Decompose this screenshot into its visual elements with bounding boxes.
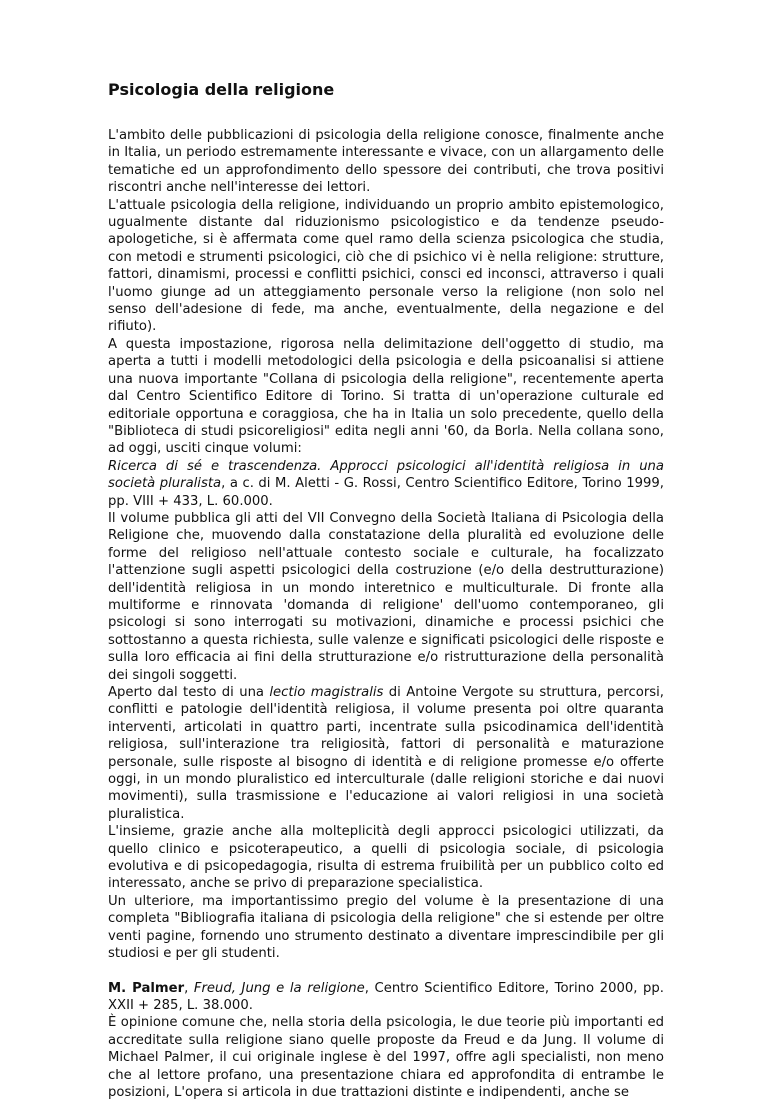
book-entry-2 xyxy=(108,980,664,1015)
paragraph-volume: Il volume pubblica gli atti del VII Convegno della Società Italiana di Psicologia della Religione che, muovendo dalla constatazione della pluralità ed evoluzione delle forme del religioso nell'attuale contesto sociale e culturale, ha focalizzato l'attenzione sugli aspetti psicologici della costruzione (e/o della destrutturazione) dell'identità religiosa in un mondo interetnico e multiculturale. Di fronte alla multiforme e rinnovata 'domanda di religione' dell'uomo contemporaneo, gli psicologi si sono interrogati su motivazioni, dinamiche e processi psichici che sottostanno a questa richiesta, sulle valenze e significati psicologici delle risposte e sulla loro efficacia ai fini della strutturazione e/o ristrutturazione della personalità dei singoli soggetti. xyxy=(108,510,664,683)
book-author-2: M. Palmer xyxy=(108,980,185,996)
paragraph-vergote xyxy=(108,684,664,823)
italic-run: lectio magistralis xyxy=(269,685,384,700)
paragraph-intro: L'ambito delle pubblicazioni di psicologia della religione conosce, finalmente anche in Italia, un periodo estremamente interessante e vivace, con un allargamento delle tematiche ed un approfondimento dello spessore dei contributi, che trova positivi riscontri anche nell'interesse dei lettori. xyxy=(108,128,664,196)
paragraph-collana: A questa impostazione, rigorosa nella delimitazione dell'oggetto di studio, ma aperta a tutti i modelli metodologici della psicologia e della psicoanalisi si attiene una nuova importante "Collana di psicologia della religione", recentemente aperta dal Centro Scientifico Editore di Torino. Si tratta di un'operazione culturale ed editoriale opportuna e coraggiosa, che ha in Italia un solo precedente, quello della "Biblioteca di studi psicoreligiosi" edita negli anni '60, da Borla. Nella collana sono, ad oggi, usciti cinque volumi: xyxy=(108,336,664,457)
text-run: , xyxy=(184,980,194,996)
paragraph-palmer: È opinione comune che, nella storia della psicologia, le due teorie più importanti ed accreditate sulla religione siano quelle proposte da Freud e da Jung. Il volume di Michael Palmer, il cui originale inglese è del 1997, offre agli specialisti, non meno che al lettore profano, una presentazione chiara ed approfondita di entrambe le posizioni, L'opera si articola in due trattazioni distinte e indipendenti, anche se xyxy=(108,1015,664,1100)
spacer xyxy=(108,963,664,980)
book-details-2: , Centro Scientifico Editore, Torino 2000, pp. XXII + 285, L. 38.000. xyxy=(108,980,664,1013)
document-page xyxy=(108,80,664,1101)
book-title-2: Freud, Jung e la religione xyxy=(193,980,365,996)
book-details-1: , a c. di M. Aletti - G. Rossi, Centro Scientifico Editore, Torino 1999, pp. VIII + 433, L. 60.000. xyxy=(108,476,665,509)
paragraph-definition: L'attuale psicologia della religione, individuando un proprio ambito epistemologico, ugualmente distante dal riduzionismo psicologistico e da tendenze pseudo-apologetiche, si è affermata come quel ramo della scienza psicologica che studia, con metodi e strumenti psicologici, ciò che di psichico vi è nella religione: strutture, fattori, dinamismi, processi e conflitti psichici, consci ed inconsci, attraverso i quali l'uomo giunge ad un atteggiamento personale verso la religione (non solo nel senso dell'adesione di fede, ma anche, eventualmente, della negazione e del rifiuto). xyxy=(108,197,664,335)
book-entry-1 xyxy=(108,458,664,510)
text-run: Aperto dal testo di una xyxy=(108,685,270,700)
paragraph-pregio: Un ulteriore, ma importantissimo pregio del volume è la presentazione di una completa "Bibliografia italiana di psicologia della religione" che si estende per oltre venti pagine, fornendo uno strumento destinato a diventare imprescindibile per gli studiosi e per gli studenti. xyxy=(108,893,664,962)
book-title-1: Ricerca di sé e trascendenza. Approcci psicologici all'identità religiosa in una società pluralista xyxy=(108,458,664,492)
text-run: di Antoine Vergote su struttura, percorsi, conflitti e patologie dell'identità religiosa, il volume presenta poi oltre quaranta interventi, articolati in quattro parti, incentrate sulla psicodinamica dell'identità religiosa, sull'interazione tra religiosità, fattori di personalità e maturazione personale, sulle risposte al bisogno di identità e di religione promesse e/o offerte oggi, in un mondo pluralistico ed interculturale (dalle religioni storiche e dai nuovi movimenti), sulla trasmissione e l'educazione ai valori religiosi in una società pluralistica. xyxy=(108,685,664,822)
page-title: Psicologia della religione xyxy=(108,80,335,99)
paragraph-insieme: L'insieme, grazie anche alla molteplicità degli approcci psicologici utilizzati, da quello clinico e psicoterapeutico, a quelli di psicologia sociale, di psicologia evolutiva e di psicopedagogia, risulta di estrema fruibilità per un pubblico colto ed interessato, anche se privo di preparazione specialistica. xyxy=(108,824,664,892)
